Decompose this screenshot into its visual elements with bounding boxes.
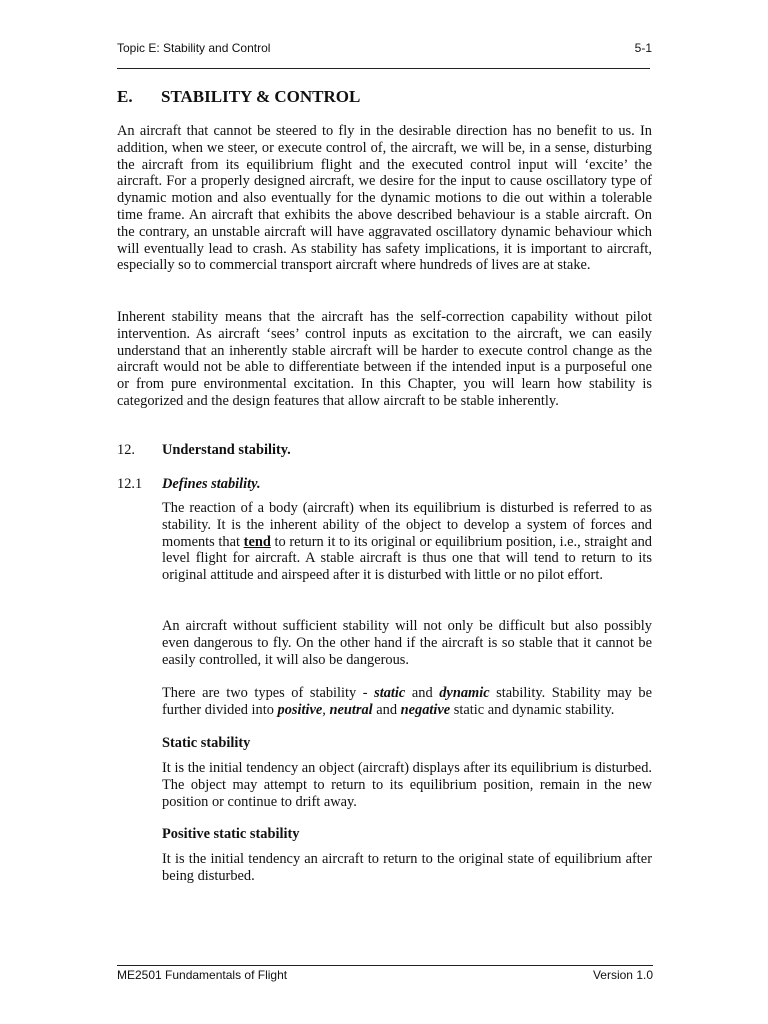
footer-rule: [117, 965, 653, 966]
section-title-text: STABILITY & CONTROL: [161, 87, 361, 106]
page-header: [117, 40, 652, 56]
section-number: E.: [117, 87, 133, 106]
types-text-a: There are two types of stability -: [162, 685, 375, 701]
page-footer: [117, 967, 653, 983]
header-topic: Topic E: Stability and Control: [117, 41, 271, 55]
footer-course: ME2501 Fundamentals of Flight: [117, 968, 288, 982]
types-emphasis-dynamic: dynamic: [439, 685, 490, 701]
intro-paragraph-2: Inherent stability means that the aircraft has the self-correction capability without pilot intervention. As aircraft ‘sees’ control inputs as excitation to the aircraft, we can easily understand that an inherently stable aircraft will be harder to execute control change as the aircraft would not be able to differentiate between if the intended input is a purposeful one or from pure environmental excitation. In this Chapter, you will learn how stability is categorized and the design features that allow aircraft to be stable inherently.: [117, 309, 652, 409]
types-emphasis-negative: negative: [400, 701, 451, 718]
types-emphasis-positive: positive: [277, 701, 323, 718]
types-text-c: stability. Stability may be further divided into: [162, 685, 652, 718]
stability-types-paragraph: [162, 685, 652, 719]
definition-text-b: to return it to its original or equilibrium position, i.e., straight and level flight for aircraft. A stable aircraft is thus one that will tend to return to its original attitude and airspeed after it is disturbed with little or no pilot effort.: [162, 533, 652, 584]
header-rule: [117, 68, 650, 69]
item-12-1-number: 12.1: [117, 476, 143, 492]
stability-danger-paragraph: An aircraft without sufficient stability will not only be difficult but also possibly even dangerous to fly. On the other hand if the aircraft is so stable that it cannot be easily controlled, it will also be dangerous.: [162, 618, 652, 668]
types-emphasis-static: static: [374, 685, 406, 701]
positive-static-stability-paragraph: It is the initial tendency an aircraft to return to the original state of equilibrium after being disturbed.: [162, 851, 652, 884]
definition-text-a: The reaction of a body (aircraft) when its equilibrium is disturbed is referred to as stability. It is the inherent ability of the object to develop a system of forces and moments that: [162, 500, 652, 550]
static-stability-heading: Static stability: [162, 735, 251, 751]
stability-definition-paragraph: [162, 500, 652, 584]
header-page-number: 5-1: [634, 41, 652, 55]
types-text-e: and: [372, 701, 401, 718]
footer-version: Version 1.0: [592, 968, 653, 982]
section-title: [117, 86, 360, 108]
item-12-1-title: Defines stability.: [162, 476, 261, 492]
types-emphasis-neutral: neutral: [329, 701, 373, 718]
types-text-b: and: [405, 685, 440, 701]
positive-static-stability-heading: Positive static stability: [162, 826, 300, 842]
types-text-d: ,: [322, 701, 330, 718]
static-stability-paragraph: It is the initial tendency an object (aircraft) displays after its equilibrium is disturbed. The object may attempt to return to its equilibrium position, remain in the new position or continue to drift away.: [162, 760, 652, 810]
types-text-f: static and dynamic stability.: [450, 701, 615, 718]
item-12-number: 12.: [117, 442, 135, 458]
definition-emphasis-tend: tend: [243, 533, 271, 550]
intro-paragraph-1: An aircraft that cannot be steered to fly in the desirable direction has no benefit to us. In addition, when we steer, or execute control of, the aircraft, we will be, in a sense, disturbing the aircraft from its equilibrium flight and the executed control input will ‘excite’ the aircraft. For a properly designed aircraft, we desire for the input to cause oscillatory type of dynamic motion and also eventually for the dynamic motions to die out within a tolerable time frame. An aircraft that exhibits the above described behaviour is a stable aircraft. On the contrary, an unstable aircraft will have aggravated oscillatory dynamic behaviour which will eventually lead to crash. As stability has safety implications, it is important to aircraft, especially so to commercial transport aircraft where hundreds of lives are at stake.: [117, 123, 652, 274]
item-12-title: Understand stability.: [162, 442, 291, 458]
